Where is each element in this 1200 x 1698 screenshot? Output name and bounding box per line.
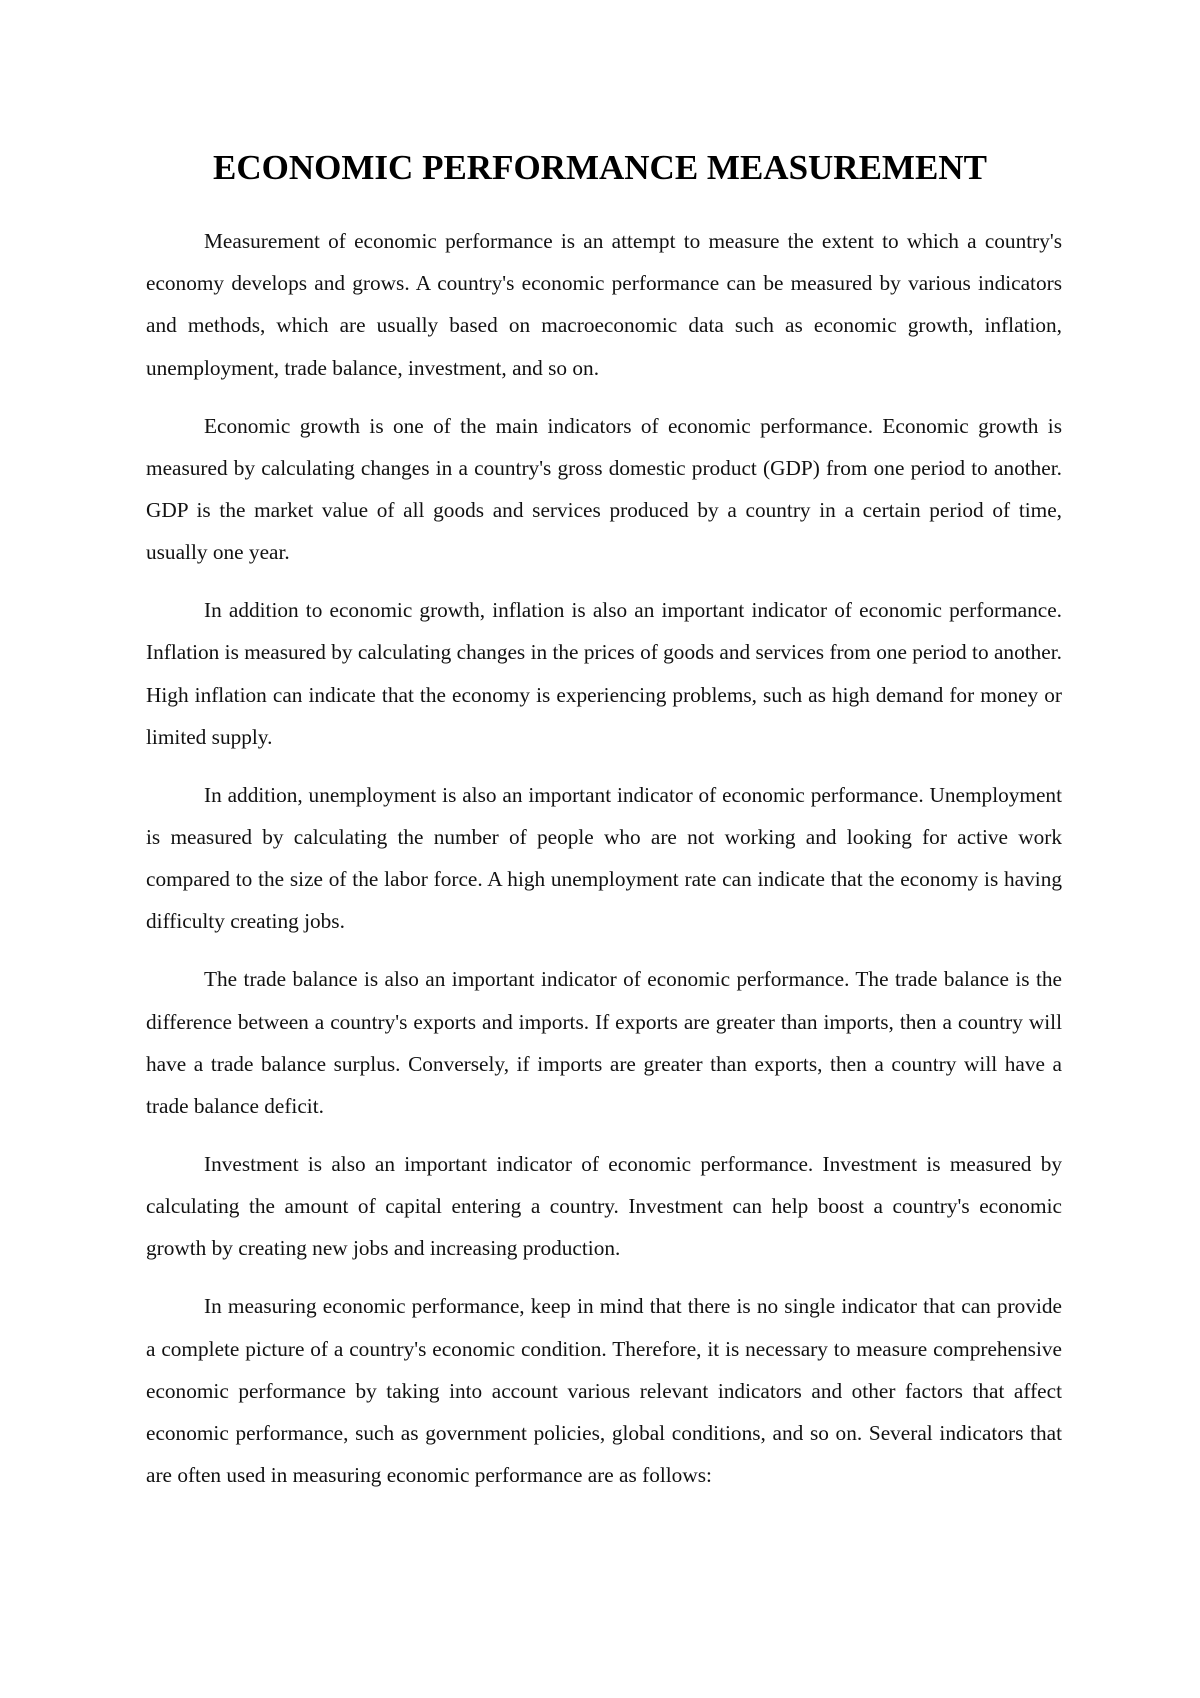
paragraph-economic-growth: Economic growth is one of the main indicators of economic performance. Economic growth is measured by calculating changes in a country's gross domestic product (GDP) from one period to another. GDP is the market value of all goods and services produced by a country in a certain period of time, usually one year.: [146, 413, 1062, 565]
document-body: [146, 220, 1062, 1512]
paragraph-inflation: In addition to economic growth, inflation is also an important indicator of economic performance. Inflation is measured by calculating changes in the prices of goods and services from one period to another. High inflation can indicate that the economy is experiencing problems, such as high demand for money or limited supply.: [146, 598, 1062, 749]
paragraph-trade-balance: The trade balance is also an important indicator of economic performance. The trade balance is the difference between a country's exports and imports. If exports are greater than imports, then a country will have a trade balance surplus. Conversely, if imports are greater than exports, then a country will have a trade balance deficit.: [146, 967, 1062, 1119]
paragraph-unemployment: In addition, unemployment is also an important indicator of economic performance. Unemployment is measured by calculating the number of people who are not working and looking for active work compared to the size of the labor force. A high unemployment rate can indicate that the economy is having difficulty creating jobs.: [146, 782, 1062, 934]
paragraph-conclusion: In measuring economic performance, keep in mind that there is no single indicator that can provide a complete picture of a country's economic condition. Therefore, it is necessary to measure comprehensive economic performance by taking into account various relevant indicators and other factors that affect economic performance, such as government policies, global conditions, and so on. Several indicators that are often used in measuring economic performance are as follows:: [146, 1294, 1062, 1488]
paragraph-investment: Investment is also an important indicator of economic performance. Investment is measured by calculating the amount of capital entering a country. Investment can help boost a country's economic growth by creating new jobs and increasing production.: [146, 1152, 1062, 1261]
paragraph-intro: Measurement of economic performance is an attempt to measure the extent to which a country's economy develops and grows. A country's economic performance can be measured by various indicators and methods, which are usually based on macroeconomic data such as economic growth, inflation, unemployment, trade balance, investment, and so on.: [146, 229, 1062, 380]
document-title: ECONOMIC PERFORMANCE MEASUREMENT: [213, 148, 987, 187]
